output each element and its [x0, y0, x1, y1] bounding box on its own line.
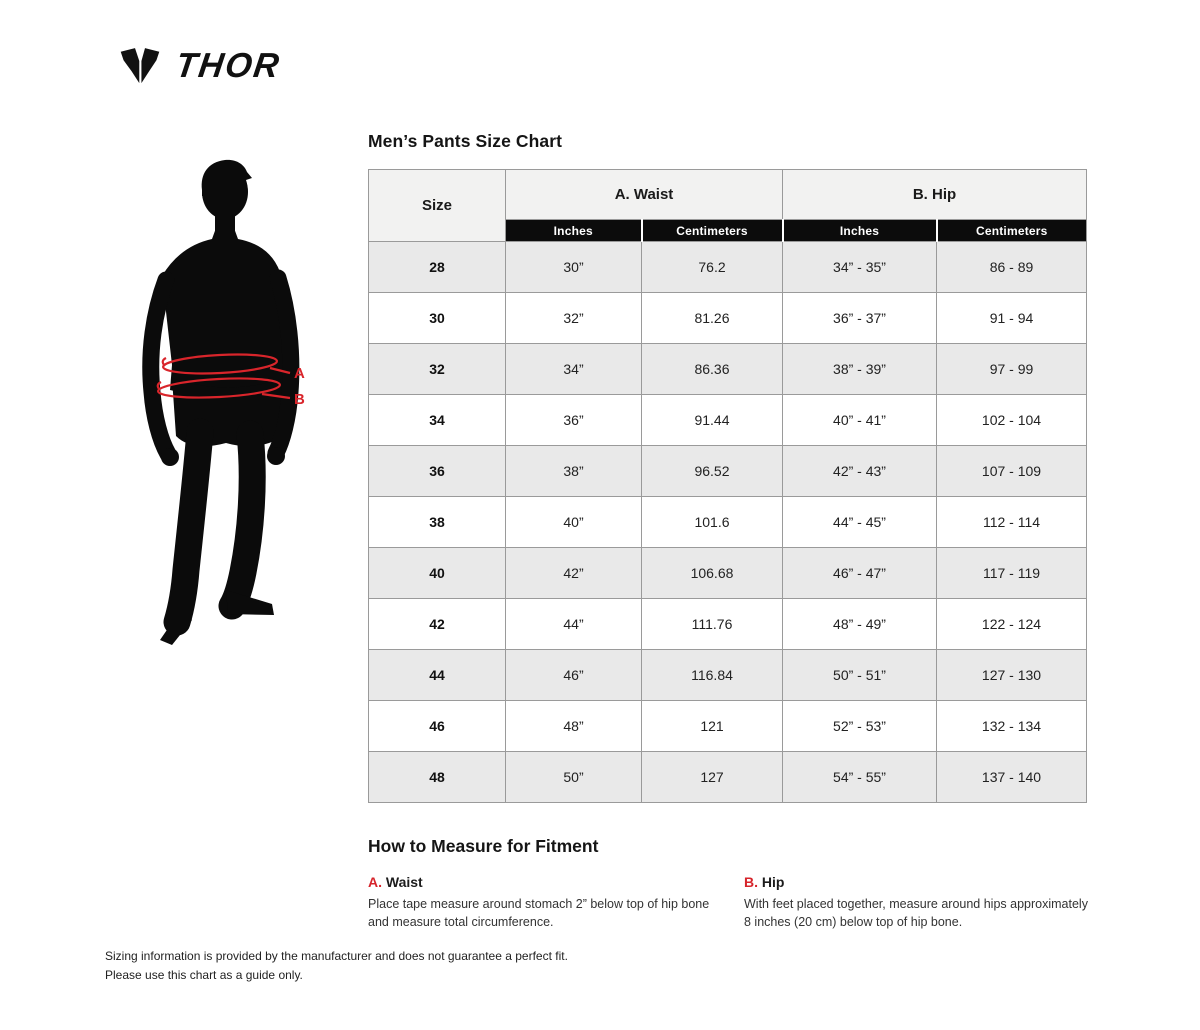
cell-size: 34 — [369, 395, 506, 446]
cell-waist_cm: 106.68 — [642, 548, 783, 599]
measure-waist-label — [368, 874, 718, 890]
table-row — [369, 752, 1087, 803]
cell-waist_cm: 121 — [642, 701, 783, 752]
unit-header-waist-inches: Inches — [506, 220, 642, 242]
table-row — [369, 446, 1087, 497]
table-row — [369, 395, 1087, 446]
size-table-container — [368, 169, 1087, 803]
cell-hip_cm: 117 - 119 — [937, 548, 1087, 599]
cell-waist_cm: 76.2 — [642, 242, 783, 293]
cell-waist_in: 34” — [506, 344, 642, 395]
cell-size: 32 — [369, 344, 506, 395]
cell-hip_in: 52” - 53” — [783, 701, 937, 752]
cell-hip_cm: 86 - 89 — [937, 242, 1087, 293]
table-row — [369, 599, 1087, 650]
cell-waist_cm: 96.52 — [642, 446, 783, 497]
cell-hip_in: 42” - 43” — [783, 446, 937, 497]
measure-hip-label — [744, 874, 1092, 890]
cell-hip_cm: 132 - 134 — [937, 701, 1087, 752]
cell-waist_in: 40” — [506, 497, 642, 548]
cell-hip_in: 38” - 39” — [783, 344, 937, 395]
cell-size: 46 — [369, 701, 506, 752]
cell-size: 42 — [369, 599, 506, 650]
cell-hip_in: 36” - 37” — [783, 293, 937, 344]
col-header-size: Size — [369, 170, 506, 242]
how-to-measure-section — [368, 836, 1092, 931]
unit-header-waist-centimeters: Centimeters — [642, 220, 783, 242]
cell-hip_cm: 112 - 114 — [937, 497, 1087, 548]
measure-hip-name: Hip — [761, 874, 785, 890]
sizing-disclaimer — [105, 947, 568, 984]
cell-waist_in: 50” — [506, 752, 642, 803]
cell-waist_in: 30” — [506, 242, 642, 293]
cell-size: 30 — [369, 293, 506, 344]
table-row — [369, 701, 1087, 752]
cell-size: 44 — [369, 650, 506, 701]
hip-label-b: B — [294, 391, 305, 408]
cell-hip_cm: 107 - 109 — [937, 446, 1087, 497]
cell-waist_in: 38” — [506, 446, 642, 497]
cell-hip_in: 54” - 55” — [783, 752, 937, 803]
cell-size: 36 — [369, 446, 506, 497]
cell-waist_cm: 127 — [642, 752, 783, 803]
col-header-waist: A. Waist — [506, 170, 783, 220]
cell-hip_in: 40” - 41” — [783, 395, 937, 446]
measure-waist-text: Place tape measure around stomach 2” below top of hip bone and measure total circumference. — [368, 897, 710, 930]
col-header-hip: B. Hip — [783, 170, 1087, 220]
cell-waist_cm: 91.44 — [642, 395, 783, 446]
unit-header-hip-inches: Inches — [783, 220, 937, 242]
cell-hip_in: 48” - 49” — [783, 599, 937, 650]
how-to-measure-title: How to Measure for Fitment — [368, 836, 599, 856]
disclaimer-line-2: Please use this chart as a guide only. — [105, 967, 303, 982]
cell-waist_cm: 101.6 — [642, 497, 783, 548]
cell-hip_in: 34” - 35” — [783, 242, 937, 293]
table-row — [369, 650, 1087, 701]
cell-size: 28 — [369, 242, 506, 293]
cell-waist_cm: 81.26 — [642, 293, 783, 344]
cell-waist_in: 46” — [506, 650, 642, 701]
measure-waist-prefix: A. — [368, 874, 382, 890]
brand-logo — [120, 44, 284, 88]
measure-waist-name: Waist — [385, 874, 423, 890]
table-row — [369, 548, 1087, 599]
measure-item-waist — [368, 874, 718, 931]
cell-waist_in: 32” — [506, 293, 642, 344]
cell-hip_cm: 137 - 140 — [937, 752, 1087, 803]
cell-waist_in: 44” — [506, 599, 642, 650]
page-title: Men’s Pants Size Chart — [368, 131, 563, 151]
unit-header-hip-centimeters: Centimeters — [937, 220, 1087, 242]
cell-waist_in: 36” — [506, 395, 642, 446]
cell-hip_in: 50” - 51” — [783, 650, 937, 701]
size-table-body — [369, 242, 1087, 803]
cell-waist_cm: 116.84 — [642, 650, 783, 701]
table-row — [369, 293, 1087, 344]
cell-size: 48 — [369, 752, 506, 803]
disclaimer-line-1: Sizing information is provided by the manufacturer and does not guarantee a perfect fit. — [105, 949, 568, 963]
cell-hip_in: 46” - 47” — [783, 548, 937, 599]
cell-size: 38 — [369, 497, 506, 548]
body-measurement-figure — [130, 140, 380, 660]
cell-hip_cm: 127 - 130 — [937, 650, 1087, 701]
table-row — [369, 497, 1087, 548]
cell-hip_in: 44” - 45” — [783, 497, 937, 548]
male-silhouette — [151, 160, 291, 645]
brand-wordmark: THOR — [173, 46, 284, 85]
waist-label-a: A — [294, 365, 305, 382]
cell-hip_cm: 102 - 104 — [937, 395, 1087, 446]
table-row — [369, 344, 1087, 395]
cell-hip_cm: 91 - 94 — [937, 293, 1087, 344]
table-row — [369, 242, 1087, 293]
cell-hip_cm: 97 - 99 — [937, 344, 1087, 395]
thor-horns-icon — [120, 44, 160, 88]
cell-hip_cm: 122 - 124 — [937, 599, 1087, 650]
cell-waist_cm: 86.36 — [642, 344, 783, 395]
cell-waist_in: 48” — [506, 701, 642, 752]
cell-waist_cm: 111.76 — [642, 599, 783, 650]
size-table — [368, 169, 1087, 803]
measure-hip-prefix: B. — [744, 874, 758, 890]
cell-size: 40 — [369, 548, 506, 599]
measure-item-hip — [744, 874, 1092, 931]
measure-hip-text: With feet placed together, measure around hips approximately 8 inches (20 cm) below top of hip bone. — [744, 897, 1088, 930]
cell-waist_in: 42” — [506, 548, 642, 599]
